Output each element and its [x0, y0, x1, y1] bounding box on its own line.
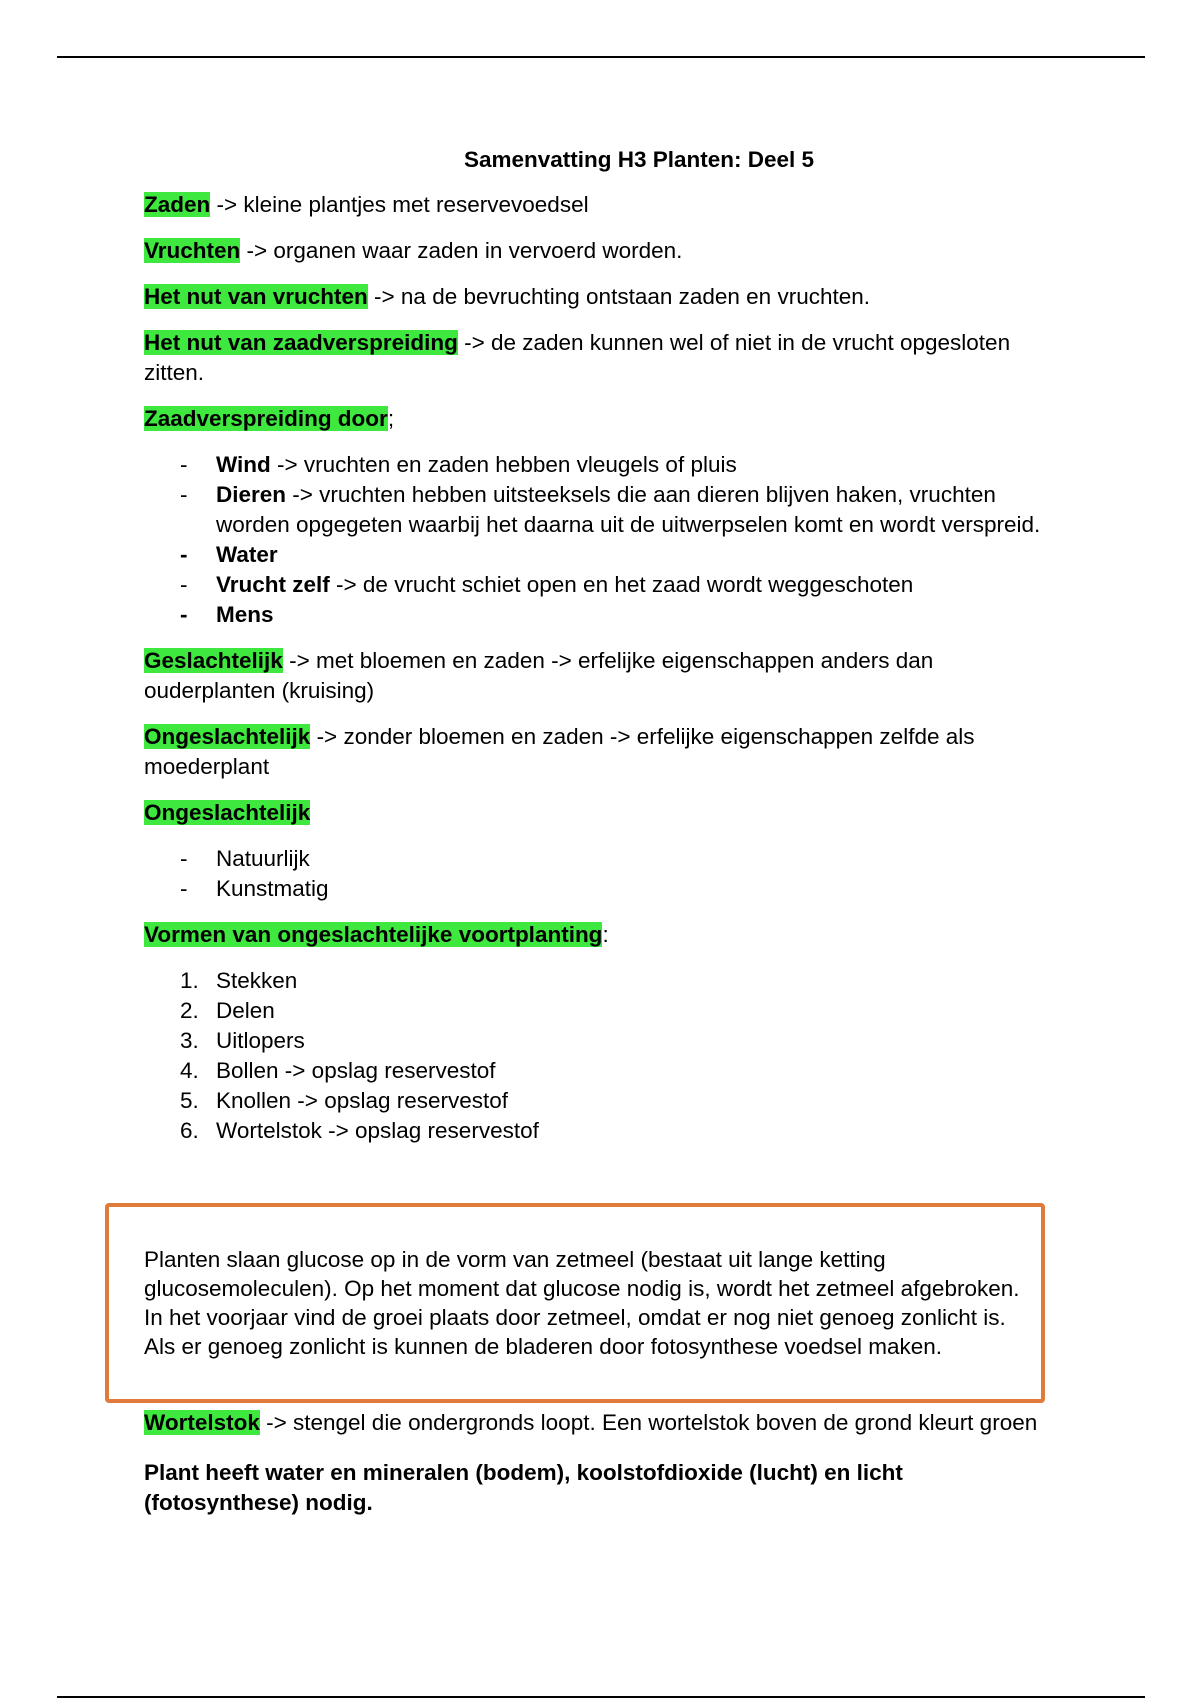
item-number: 4. [180, 1058, 199, 1083]
definition-nut-zaadverspreiding [144, 328, 1064, 388]
item-text: -> vruchten hebben uitsteeksels die aan dieren blijven haken, vruchten worden opgegeten waarbij het daarna uit de uitwerpselen komt en wordt verspreid. [216, 482, 1041, 537]
item-text: Stekken [216, 968, 298, 993]
definition-geslachtelijk [144, 646, 1064, 706]
item-number: 5. [180, 1088, 199, 1113]
item-number: 1. [180, 968, 199, 993]
item-term: Dieren [216, 482, 287, 507]
item-text: Uitlopers [216, 1028, 305, 1053]
dash-bullet: - [180, 482, 188, 507]
asexual-list [144, 844, 1064, 904]
definition-text: -> kleine plantjes met reservevoedsel [210, 192, 589, 217]
dash-bullet: - [180, 876, 188, 901]
highlight-term: Wortelstok [144, 1410, 260, 1435]
definition-text: -> organen waar zaden in vervoerd worden. [240, 238, 683, 263]
item-term: Water [216, 542, 278, 567]
page-title: Samenvatting H3 Planten: Deel 5 [463, 147, 815, 172]
list-item [144, 996, 1064, 1026]
definition-zaden [144, 190, 1064, 220]
page-content-end [144, 1408, 1064, 1534]
item-text: Delen [216, 998, 275, 1023]
glucose-note-box [105, 1203, 1045, 1403]
highlight-term: Zaden [144, 192, 211, 217]
list-item [144, 1026, 1064, 1056]
item-term: Vrucht zelf [216, 572, 330, 597]
dash-bullet: - [180, 846, 188, 871]
dispersal-heading [144, 404, 1064, 434]
asexual-heading [144, 798, 1064, 828]
item-number: 6. [180, 1118, 199, 1143]
highlight-term: Het nut van zaadverspreiding [144, 330, 458, 355]
list-item [144, 480, 1064, 540]
definition-text: -> stengel die ondergronds loopt. Een wortelstok boven de grond kleurt groen [259, 1410, 1038, 1435]
highlight-term: Zaadverspreiding door [144, 406, 388, 431]
list-item [144, 1056, 1064, 1086]
definition-text: -> met bloemen en zaden -> erfelijke eigenschappen anders dan ouderplanten (kruising) [144, 648, 934, 703]
list-item [144, 570, 1064, 600]
list-item [144, 874, 1064, 904]
highlight-term: Ongeslachtelijk [144, 800, 311, 825]
definition-text: -> de zaden kunnen wel of niet in de vrucht opgesloten zitten. [144, 330, 1011, 385]
item-text: Natuurlijk [216, 846, 310, 871]
definition-text: -> zonder bloemen en zaden -> erfelijke eigenschappen zelfde als moederplant [144, 724, 975, 779]
definition-ongeslachtelijk [144, 722, 1064, 782]
conclusion: Plant heeft water en mineralen (bodem), koolstofdioxide (lucht) en licht (fotosynthese) nodig. [144, 1460, 903, 1515]
item-number: 2. [180, 998, 199, 1023]
item-term: Mens [216, 602, 274, 627]
dash-bullet: - [180, 542, 188, 567]
item-term: Wind [216, 452, 271, 477]
highlight-term: Vormen van ongeslachtelijke voortplanting [144, 922, 603, 947]
list-item [144, 966, 1064, 996]
item-text: -> vruchten en zaden hebben vleugels of pluis [270, 452, 737, 477]
dash-bullet: - [180, 602, 188, 627]
list-item [144, 450, 1064, 480]
item-number: 3. [180, 1028, 199, 1053]
highlight-term: Ongeslachtelijk [144, 724, 311, 749]
heading-suffix: : [602, 922, 609, 947]
bottom-rule [57, 1696, 1145, 1698]
item-text: Wortelstok -> opslag reservestof [216, 1118, 539, 1143]
item-text: Knollen -> opslag reservestof [216, 1088, 509, 1113]
item-text: Bollen -> opslag reservestof [216, 1058, 496, 1083]
page-content [144, 140, 1064, 1162]
list-item [144, 600, 1064, 630]
highlight-term: Geslachtelijk [144, 648, 283, 673]
definition-wortelstok [144, 1408, 1064, 1438]
top-rule [57, 56, 1145, 58]
definition-text: -> na de bevruchting ontstaan zaden en vruchten. [367, 284, 870, 309]
definition-vruchten [144, 236, 1064, 266]
highlight-term: Het nut van vruchten [144, 284, 368, 309]
dash-bullet: - [180, 572, 188, 597]
dash-bullet: - [180, 452, 188, 477]
list-item [144, 844, 1064, 874]
dispersal-list [144, 450, 1064, 630]
list-item [144, 540, 1064, 570]
note-text: Planten slaan glucose op in de vorm van zetmeel (bestaat uit lange ketting glucosemoleculen). Op het moment dat glucose nodig is, wordt het zetmeel afgebroken. In het voorjaar vind de groei plaats door zetmeel, omdat er nog niet genoeg zonlicht is. Als er genoeg zonlicht is kunnen de bladeren door fotosynthese voedsel maken. [144, 1247, 1020, 1359]
item-text: -> de vrucht schiet open en het zaad wordt weggeschoten [329, 572, 914, 597]
list-item [144, 1086, 1064, 1116]
list-item [144, 1116, 1064, 1146]
heading-suffix: ; [387, 406, 395, 431]
item-text: Kunstmatig [216, 876, 329, 901]
forms-heading [144, 920, 1064, 950]
forms-list [144, 966, 1064, 1146]
highlight-term: Vruchten [144, 238, 241, 263]
definition-nut-vruchten [144, 282, 1064, 312]
